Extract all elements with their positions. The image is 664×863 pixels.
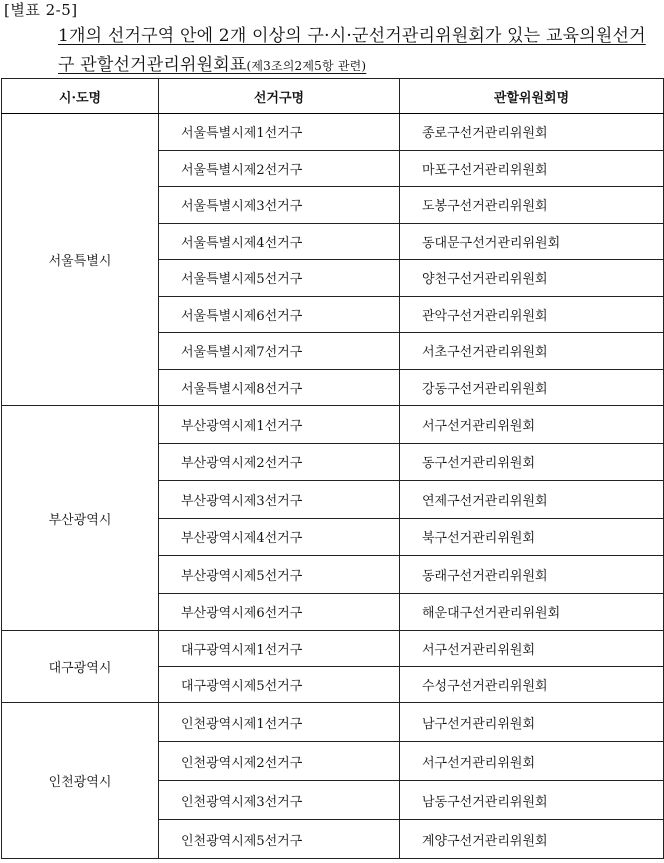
committee-cell: 동래구선거관리위원회 [400, 556, 664, 594]
annex-label: [별표 2-5] [4, 1, 78, 19]
committee-cell: 남구선거관리위원회 [400, 703, 664, 742]
district-cell: 부산광역시제4선거구 [159, 518, 400, 556]
table-row [2, 631, 664, 667]
district-cell: 서울특별시제5선거구 [159, 260, 400, 297]
region-cell: 대구광역시 [2, 631, 159, 703]
district-cell: 부산광역시제5선거구 [159, 556, 400, 594]
district-cell: 서울특별시제4선거구 [159, 223, 400, 260]
committee-cell: 남동구선거관리위원회 [400, 781, 664, 820]
district-cell: 서울특별시제1선거구 [159, 114, 400, 151]
committee-table [1, 78, 664, 859]
district-cell: 인천광역시제5선거구 [159, 820, 400, 859]
committee-cell: 종로구선거관리위원회 [400, 114, 664, 151]
committee-cell: 서구선거관리위원회 [400, 742, 664, 781]
region-cell: 부산광역시 [2, 406, 159, 631]
table-row [2, 406, 664, 444]
region-cell: 인천광역시 [2, 703, 159, 859]
district-cell: 부산광역시제1선거구 [159, 406, 400, 444]
committee-cell: 수성구선거관리위원회 [400, 667, 664, 703]
column-header-committee: 관할위원회명 [400, 79, 664, 114]
committee-cell: 도봉구선거관리위원회 [400, 187, 664, 224]
column-header-region: 시·도명 [2, 79, 159, 114]
table-row [2, 114, 664, 151]
committee-cell: 서구선거관리위원회 [400, 406, 664, 444]
district-cell: 서울특별시제8선거구 [159, 369, 400, 406]
committee-cell: 서초구선거관리위원회 [400, 333, 664, 370]
district-cell: 부산광역시제6선거구 [159, 593, 400, 631]
district-cell: 대구광역시제5선거구 [159, 667, 400, 703]
district-cell: 부산광역시제2선거구 [159, 443, 400, 481]
district-cell: 인천광역시제1선거구 [159, 703, 400, 742]
district-cell: 인천광역시제3선거구 [159, 781, 400, 820]
committee-cell: 동구선거관리위원회 [400, 443, 664, 481]
district-cell: 서울특별시제7선거구 [159, 333, 400, 370]
committee-cell: 양천구선거관리위원회 [400, 260, 664, 297]
document-title [58, 22, 658, 81]
district-cell: 대구광역시제1선거구 [159, 631, 400, 667]
district-cell: 부산광역시제3선거구 [159, 481, 400, 519]
committee-cell: 동대문구선거관리위원회 [400, 223, 664, 260]
region-cell: 서울특별시 [2, 114, 159, 406]
table-row [2, 703, 664, 742]
column-header-district: 선거구명 [159, 79, 400, 114]
table-body [2, 114, 664, 859]
district-cell: 서울특별시제3선거구 [159, 187, 400, 224]
district-cell: 인천광역시제2선거구 [159, 742, 400, 781]
committee-cell: 연제구선거관리위원회 [400, 481, 664, 519]
title-reference: (제3조의2제5항 관련) [246, 59, 367, 73]
table-header-row [2, 79, 664, 114]
committee-cell: 서구선거관리위원회 [400, 631, 664, 667]
title-main: 1개의 선거구역 안에 2개 이상의 구·시·군선거관리위원회가 있는 교육의원선거구 관할선거관리위원회표 [58, 26, 646, 75]
committee-cell: 북구선거관리위원회 [400, 518, 664, 556]
district-cell: 서울특별시제6선거구 [159, 296, 400, 333]
committee-cell: 마포구선거관리위원회 [400, 150, 664, 187]
committee-cell: 계양구선거관리위원회 [400, 820, 664, 859]
committee-cell: 강동구선거관리위원회 [400, 369, 664, 406]
committee-cell: 해운대구선거관리위원회 [400, 593, 664, 631]
district-cell: 서울특별시제2선거구 [159, 150, 400, 187]
committee-cell: 관악구선거관리위원회 [400, 296, 664, 333]
